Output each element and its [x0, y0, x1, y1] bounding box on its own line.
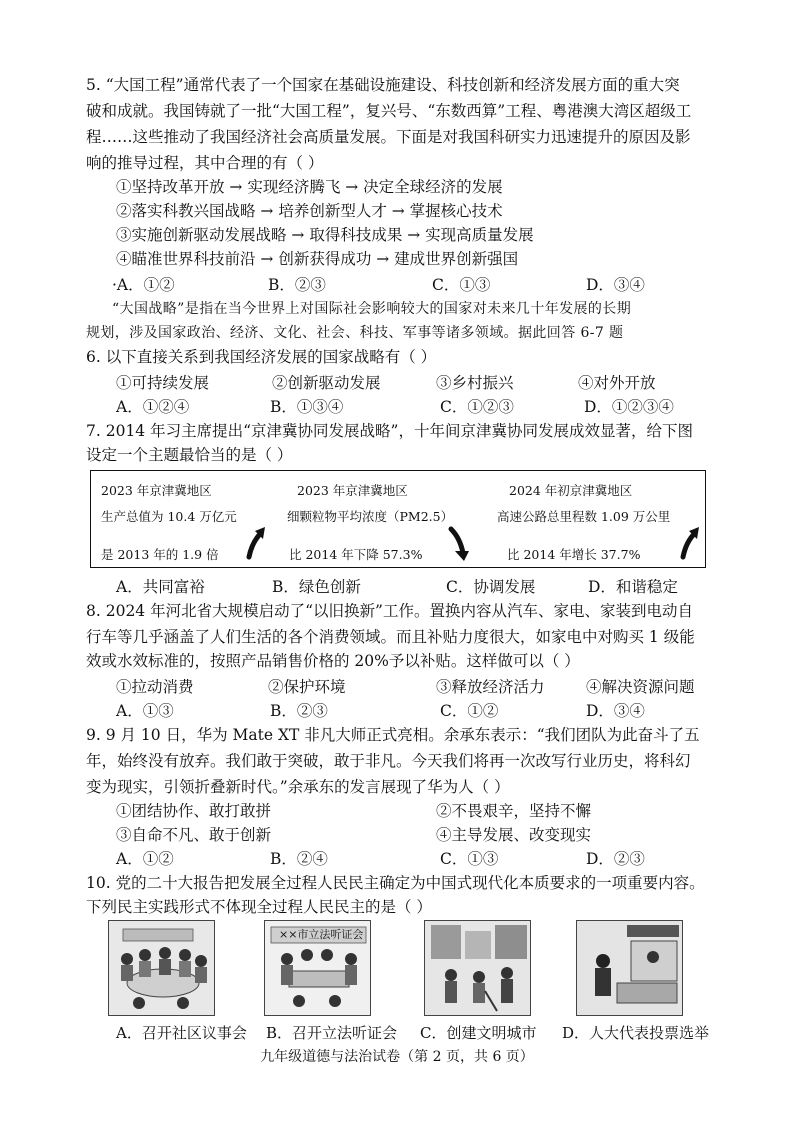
box1-line2: 是 2013 年的 1.9 倍	[101, 547, 219, 562]
q10-caption-d: D．人大代表投票选举	[562, 1024, 710, 1042]
q10-stem-1: 10. 党的二十大报告把发展全过程人民民主确定为中国式现代化本质要求的一项重要内容。	[86, 874, 705, 892]
q6-option-a: A．①②④	[116, 398, 190, 416]
q6-item-2: ②创新驱动发展	[272, 374, 381, 392]
box2-line1: 细颗粒物平均浓度（PM2.5）	[287, 509, 454, 524]
q8-item-3: ③释放经济活力	[436, 678, 545, 696]
q8-stem-3: 效或水效标准的，按照产品销售价格的 20%予以补贴。这样做可以（ ）	[86, 652, 580, 670]
q7-option-b: B．绿色创新	[272, 578, 361, 596]
q9-option-c: C．①③	[440, 850, 499, 868]
q9-stem-3: 变为现实，引领折叠新时代。”余承东的发言展现了华为人（ ）	[86, 778, 510, 796]
q6-item-1: ①可持续发展	[116, 374, 210, 392]
q5-option-c: C．①③	[432, 276, 491, 294]
q8-option-d: D．③④	[586, 702, 645, 720]
up-arrow-icon	[677, 525, 703, 561]
q5-item-4: ④瞄准世界科技前沿 → 创新获得成功 → 建成世界创新强国	[116, 250, 519, 268]
q7-data-box	[90, 470, 706, 568]
q5-item-2: ②落实科教兴国战略 → 培养创新型人才 → 掌握核心技术	[116, 202, 503, 220]
q9-option-b: B．②④	[270, 850, 328, 868]
down-arrow-icon	[447, 525, 473, 563]
q7-option-d: D．和谐稳定	[588, 578, 678, 596]
q6-item-4: ④对外开放	[578, 374, 656, 392]
q10-stem-2: 下列民主实践形式不体现全过程人民民主的是（ ）	[86, 898, 432, 916]
q7-stem-1: 7. 2014 年习主席提出“京津冀协同发展战略”，十年间京津冀协同发展成效显著，给下图	[86, 422, 693, 440]
q8-item-4: ④解决资源问题	[586, 678, 695, 696]
q8-item-2: ②保护环境	[268, 678, 346, 696]
q10-caption-a: A．召开社区议事会	[116, 1024, 247, 1042]
q5-stem-4: 响的推导过程，其中合理的有（ ）	[86, 154, 324, 172]
box2-line2: 比 2014 年下降 57.3%	[289, 547, 423, 562]
q6-stem: 6. 以下直接关系到我国经济发展的国家战略有（ ）	[86, 348, 437, 366]
q5-stem-3: 程……这些推动了我国经济社会高质量发展。下面是对我国科研实力迅速提升的原因及影	[86, 128, 691, 146]
q5-stem-1: 5. “大国工程”通常代表了一个国家在基础设施建设、科技创新和经济发展方面的重大突	[86, 76, 680, 94]
q9-option-d: D．②③	[586, 850, 645, 868]
box1-line1: 生产总值为 10.4 万亿元	[101, 509, 237, 524]
q10-caption-b: B．召开立法听证会	[266, 1024, 398, 1042]
q8-option-c: C．①②	[440, 702, 499, 720]
q6-option-d: D．①②③④	[584, 398, 674, 416]
q5-option-b: B．②③	[268, 276, 326, 294]
box2-title: 2023 年京津冀地区	[297, 483, 408, 498]
q10-caption-c: C．创建文明城市	[420, 1024, 537, 1042]
q9-item-4: ④主导发展、改变现实	[436, 826, 592, 844]
q9-option-a: A．①②	[116, 850, 174, 868]
q8-stem-2: 行车等几乎涵盖了人们生活的各个消费领域。而且补贴力度很大，如家电中对购买 1 级能	[86, 628, 695, 646]
q9-item-2: ②不畏艰辛，坚持不懈	[436, 802, 592, 820]
picture-deputy-voting	[576, 920, 683, 1016]
q8-item-1: ①拉动消费	[116, 678, 194, 696]
q6-item-3: ③乡村振兴	[436, 374, 514, 392]
q5-stem-2: 破和成就。我国铸就了一批“大国工程”，复兴号、“东数西算”工程、粤港澳大湾区超级工	[86, 102, 692, 120]
q7-option-a: A．共同富裕	[116, 578, 205, 596]
q8-option-b: B．②③	[270, 702, 328, 720]
box3-title: 2024 年初京津冀地区	[509, 483, 633, 498]
picture-civilized-city	[424, 920, 531, 1016]
passage-line-1: “大国战略”是指在当今世界上对国际社会影响较大的国家对未来几十年发展的长期	[112, 301, 632, 317]
q6-option-c: C．①②③	[440, 398, 514, 416]
q5-item-1: ①坚持改革开放 → 实现经济腾飞 → 决定全球经济的发展	[116, 178, 503, 196]
q8-option-a: A．①③	[116, 702, 174, 720]
q7-stem-2: 设定一个主题最恰当的是（ ）	[86, 446, 293, 464]
q7-option-c: C．协调发展	[446, 578, 536, 596]
picture-community-meeting	[108, 920, 215, 1016]
box3-line2: 比 2014 年增长 37.7%	[507, 547, 641, 562]
passage-line-2: 规划，涉及国家政治、经济、文化、社会、科技、军事等诸多领域。据此回答 6-7 题	[86, 325, 624, 341]
picture-legislative-hearing	[264, 920, 371, 1016]
up-arrow-icon	[243, 525, 269, 561]
q9-stem-1: 9. 9 月 10 日，华为 Mate XT 非凡大师正式亮相。余承东表示：“我们团队为此奋斗了五	[86, 726, 700, 744]
q5-option-a: ·A．①②	[112, 276, 175, 294]
q9-item-3: ③自命不凡、敢于创新	[116, 826, 272, 844]
box3-line1: 高速公路总里程数 1.09 万公里	[497, 509, 671, 524]
q5-option-d: D．③④	[586, 276, 645, 294]
q5-item-3: ③实施创新驱动发展战略 → 取得科技成果 → 实现高质量发展	[116, 226, 534, 244]
q9-item-1: ①团结协作、敢打敢拼	[116, 802, 272, 820]
q9-stem-2: 年，始终没有放弃。我们敢于突破，敢于非凡。今天我们将再一次改写行业历史，将科幻	[86, 752, 691, 770]
q8-stem-1: 8. 2024 年河北省大规模启动了“以旧换新”工作。置换内容从汽车、家电、家装到电动自	[86, 602, 693, 620]
hearing-banner-text: ××市立法听证会	[279, 928, 364, 941]
q6-option-b: B．①③④	[270, 398, 344, 416]
box1-title: 2023 年京津冀地区	[101, 483, 212, 498]
page-footer: 九年级道德与法治试卷（第 2 页，共 6 页）	[260, 1049, 534, 1065]
